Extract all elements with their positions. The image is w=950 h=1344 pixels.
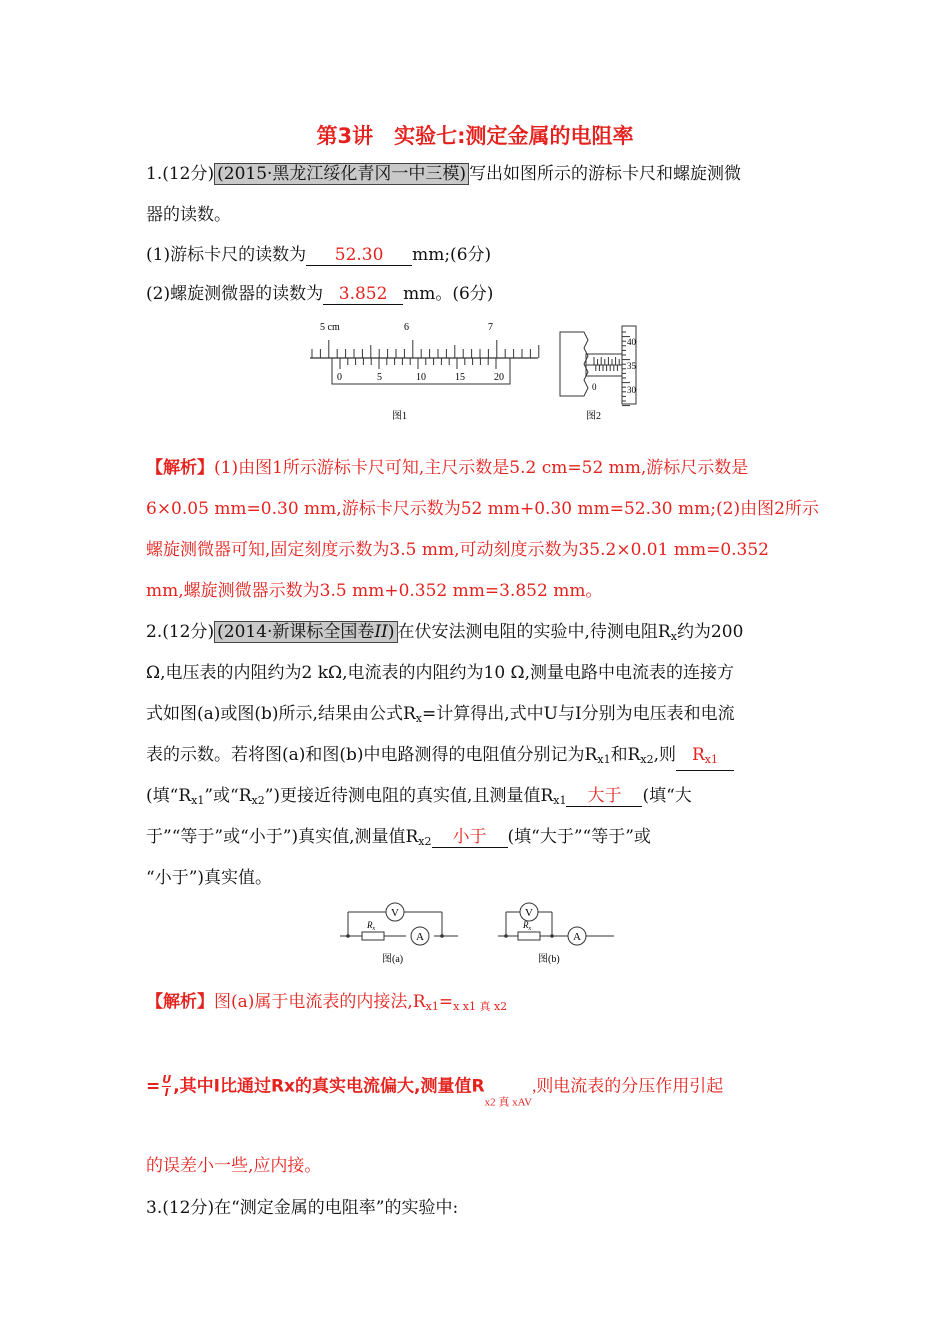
voltmeter-b-label: V — [525, 907, 533, 919]
q2-line-3 — [146, 702, 735, 731]
q2-sub-5b: x2 — [251, 794, 265, 807]
circuit-a-node-2 — [440, 934, 444, 938]
q2-sub-3: x — [415, 712, 422, 725]
q2-source-tag — [214, 621, 397, 643]
resistor-b-icon — [518, 932, 540, 940]
circuit-b-node-2 — [550, 934, 554, 938]
q2-sub-1: x — [670, 630, 677, 643]
circuit-a-node-1 — [346, 934, 350, 938]
q2-analysis-text-1b: = — [438, 992, 454, 1012]
q2-text-4b: 和R — [610, 745, 641, 765]
resistor-a-icon — [362, 932, 384, 940]
q2-line-7: “小于”)真实值。 — [146, 868, 273, 888]
q1-part-2-prompt: (2)螺旋测微器的读数为 — [146, 284, 324, 304]
sleeve-ticks — [594, 357, 619, 371]
q2-text-5a: (填“R — [146, 786, 192, 806]
q1-analysis-line-2: 6×0.05 mm=0.30 mm,游标卡尺示数为52 mm+0.30 mm=52.30 mm;(2)由图2所示 — [146, 499, 819, 519]
q2-line-6 — [146, 825, 651, 854]
circuit-b-figure — [494, 898, 624, 968]
q2-line-4 — [146, 743, 734, 772]
vernier-label-5: 5 — [377, 372, 382, 383]
q2-number: 2.(12分) — [146, 622, 215, 642]
fraction-denominator: I — [164, 1086, 169, 1099]
q2-analysis-tag: 【解析】 — [146, 992, 214, 1012]
q3-line-1: 3.(12分)在“测定金属的电阻率”的实验中: — [146, 1198, 459, 1218]
q2-line-5 — [146, 784, 692, 813]
q1-line-1 — [146, 162, 741, 186]
q2-sub-6: x2 — [418, 835, 432, 848]
q1-analysis-line-1 — [146, 456, 748, 480]
q2-source-close: ) — [387, 622, 395, 642]
q2-analysis-eq: = — [146, 1076, 161, 1097]
q2-answer-3: 小于 — [432, 827, 508, 848]
thimble-label-40: 40 — [627, 337, 636, 347]
q1-part-1-unit: mm;(6分) — [412, 245, 492, 265]
q2-sub-4b: x2 — [640, 753, 654, 766]
figure-b-caption: 图(b) — [538, 954, 560, 965]
figure-1-caption: 图1 — [392, 411, 407, 422]
circuit-b-node-1 — [504, 934, 508, 938]
q2-sub-5a: x1 — [191, 794, 205, 807]
q2-answer-1-sub: x1 — [704, 753, 718, 766]
q2-text-5c: ”)更接近待测电阻的真实值,且测量值R — [264, 786, 554, 806]
q2-text-1a: 在伏安法测电阻的实验中,待测电阻R — [397, 622, 671, 642]
circuit-a-figure — [336, 898, 466, 968]
page-title: 第3讲 实验七:测定金属的电阻率 — [316, 124, 634, 148]
vernier-label-10: 10 — [416, 372, 426, 383]
main-label-5: 5 cm — [320, 322, 340, 333]
main-label-6: 6 — [404, 322, 409, 333]
q2-analysis-line-2 — [146, 1074, 723, 1115]
thimble-label-35: 35 — [627, 361, 636, 371]
q2-sub-4a: x1 — [597, 753, 611, 766]
q2-source-text: (2014·新课标全国卷 — [217, 622, 375, 642]
micrometer-figure — [556, 318, 652, 428]
q2-analysis-text-1a: 图(a)属于电流表的内接法,R — [214, 992, 426, 1012]
resistor-b-label — [522, 920, 532, 932]
ammeter-a-label: A — [416, 931, 424, 943]
resistor-a-label — [366, 920, 376, 932]
q2-answer-2: 大于 — [566, 786, 642, 807]
thimble-label-30: 30 — [627, 385, 636, 395]
vernier-label-20: 20 — [494, 372, 504, 383]
q1-line-2: 器的读数。 — [146, 205, 231, 225]
q1-text-a: 写出如图所示的游标卡尺和螺旋测微 — [469, 164, 742, 184]
vernier-scale-ticks — [340, 358, 496, 369]
q2-text-5d: (填“大 — [642, 786, 692, 806]
figure-2-caption: 图2 — [586, 411, 601, 422]
q2-analysis-sub-1: x1 — [425, 1000, 439, 1013]
q2-analysis-text-2b: ,则电流表的分压作用引起 — [532, 1076, 724, 1096]
q1-part-2-unit: mm。(6分) — [403, 284, 494, 304]
main-scale-ticks — [312, 340, 539, 358]
q1-part-1 — [146, 243, 491, 267]
q2-analysis-line-1 — [146, 990, 507, 1019]
q1-answer-1: 52.30 — [306, 245, 412, 266]
q1-part-2 — [146, 282, 493, 306]
q2-text-4c: ,则 — [653, 745, 676, 765]
q2-answer-1 — [676, 745, 734, 771]
q2-analysis-text-2a: ,其中I比通过Rx的真实电流偏大,测量值R — [173, 1076, 485, 1097]
q2-analysis-line-3: 的误差小一些,应内接。 — [146, 1156, 322, 1176]
q2-text-3b: =计算得出,式中U与I分别为电压表和电流 — [421, 704, 735, 724]
figure-a-caption: 图(a) — [382, 954, 404, 965]
q2-analysis-sub-2: x2 真 xAV — [484, 1096, 533, 1109]
resistor-b-sub: x — [528, 926, 532, 932]
q2-line-2: Ω,电压表的内阻约为2 kΩ,电流表的内阻约为10 Ω,测量电路中电流表的连接方 — [146, 663, 735, 683]
vernier-label-15: 15 — [455, 372, 465, 383]
q1-analysis-tag: 【解析】 — [146, 458, 214, 478]
q2-text-4a: 表的示数。若将图(a)和图(b)中电路测得的电阻值分别记为R — [146, 745, 598, 765]
fraction-u-over-i — [162, 1074, 171, 1099]
q1-part-1-prompt: (1)游标卡尺的读数为 — [146, 245, 307, 265]
q1-analysis-text-1: (1)由图1所示游标卡尺可知,主尺示数是5.2 cm=52 mm,游标尺示数是 — [214, 458, 749, 478]
ammeter-b-label: A — [573, 931, 581, 943]
sleeve-label-0: 0 — [592, 382, 597, 392]
q1-source-tag: (2015·黑龙江绥化青冈一中三模) — [214, 163, 469, 185]
q2-text-1b: 约为200 — [676, 622, 744, 642]
q2-text-6b: (填“大于”“等于”或 — [507, 827, 651, 847]
main-label-7: 7 — [488, 322, 493, 333]
q2-text-3a: 式如图(a)或图(b)所示,结果由公式R — [146, 704, 416, 724]
q2-text-5b: ”或“R — [204, 786, 252, 806]
q2-source-roman: II — [374, 622, 388, 642]
q1-number: 1.(12分) — [146, 164, 215, 184]
resistor-a-r: R — [367, 920, 373, 930]
q2-text-6a: 于”“等于”或“小于”)真实值,测量值R — [146, 827, 419, 847]
q2-answer-1-text: R — [691, 745, 705, 765]
q1-answer-2: 3.852 — [323, 284, 403, 305]
vernier-caliper-figure — [306, 318, 546, 428]
vernier-label-0: 0 — [337, 372, 342, 383]
fraction-numerator: U — [162, 1073, 172, 1086]
resistor-a-sub: x — [372, 926, 376, 932]
q2-analysis-tail: x x1 真 x2 — [453, 1000, 508, 1013]
q1-analysis-line-4: mm,螺旋测微器示数为3.5 mm+0.352 mm=3.852 mm。 — [146, 581, 603, 601]
voltmeter-a-label: V — [391, 907, 399, 919]
anvil-frame — [560, 332, 588, 396]
q1-analysis-line-3: 螺旋测微器可知,固定刻度示数为3.5 mm,可动刻度示数为35.2×0.01 mm=0.352 — [146, 540, 769, 560]
q2-line-1 — [146, 620, 743, 649]
q2-sub-5c: x1 — [553, 794, 567, 807]
resistor-b-r: R — [523, 920, 529, 930]
